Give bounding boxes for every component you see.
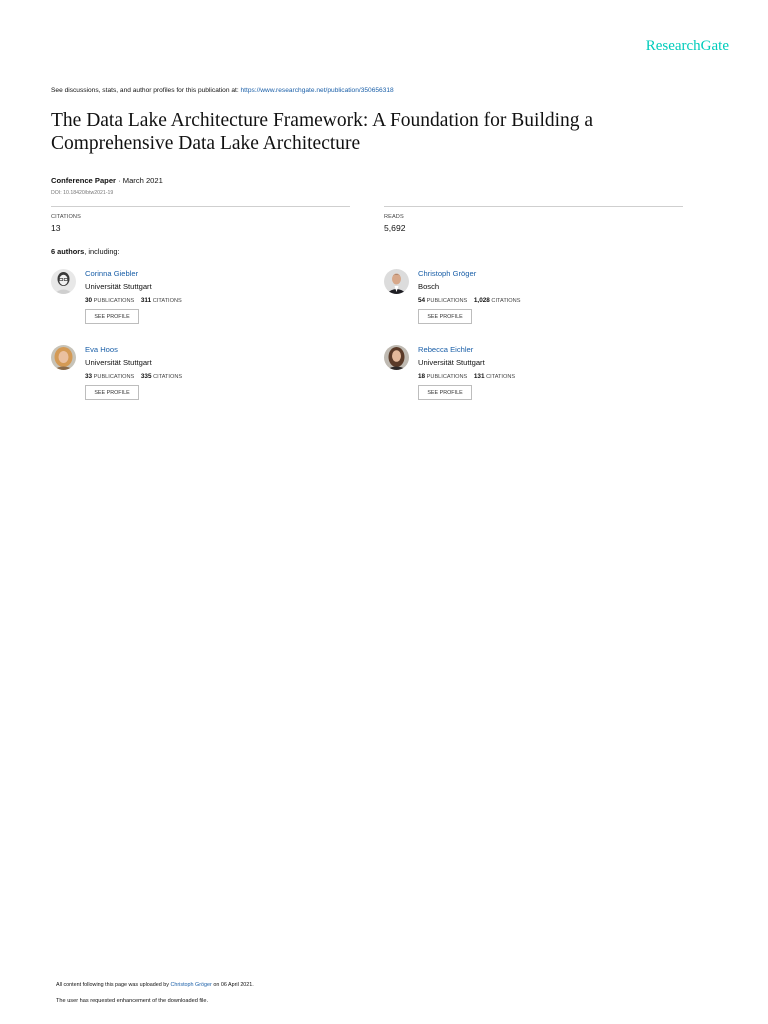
author-name[interactable]: Eva Hoos bbox=[85, 345, 118, 354]
avatar-photo-icon bbox=[384, 345, 409, 370]
upload-note bbox=[56, 982, 254, 988]
author-card bbox=[51, 269, 351, 339]
author-avatar[interactable] bbox=[384, 345, 409, 370]
author-publications-count: 30 bbox=[85, 297, 93, 304]
author-card bbox=[384, 269, 684, 339]
author-citations-label: CITATIONS bbox=[491, 298, 521, 304]
author-citations-count: 1,028 bbox=[473, 297, 490, 304]
author-publications-label: PUBLICATIONS bbox=[93, 298, 135, 304]
avatar-photo-icon bbox=[51, 269, 76, 294]
author-name[interactable]: Christoph Gröger bbox=[418, 269, 477, 278]
author-citations-label: CITATIONS bbox=[153, 374, 183, 380]
avatar-photo-icon bbox=[51, 345, 76, 370]
see-discussions-text: See discussions, stats, and author profiles for this publication at: bbox=[51, 87, 241, 94]
author-name[interactable]: Corinna Giebler bbox=[85, 269, 139, 278]
author-stats bbox=[85, 297, 182, 304]
see-profile-button[interactable]: SEE PROFILE bbox=[85, 309, 139, 324]
author-stats bbox=[85, 373, 182, 380]
authors-count: 6 authors bbox=[51, 247, 85, 256]
author-publications-label: PUBLICATIONS bbox=[426, 374, 468, 380]
paper-type: Conference Paper bbox=[51, 176, 116, 185]
see-profile-button[interactable]: SEE PROFILE bbox=[418, 309, 472, 324]
author-affiliation: Universität Stuttgart bbox=[418, 358, 485, 367]
author-card bbox=[384, 345, 684, 415]
author-publications-count: 54 bbox=[418, 297, 426, 304]
author-citations-count: 131 bbox=[473, 373, 485, 380]
author-citations-label: CITATIONS bbox=[152, 298, 182, 304]
avatar-photo-icon bbox=[384, 269, 409, 294]
upload-suffix: on 06 April 2021. bbox=[211, 982, 254, 988]
author-citations-count: 311 bbox=[140, 297, 152, 304]
paper-title: The Data Lake Architecture Framework: A Foundation for Building a Comprehensive Data Lake Architecture bbox=[51, 110, 594, 154]
reads-label: READS bbox=[384, 214, 404, 220]
citations-stat bbox=[51, 206, 350, 233]
author-avatar[interactable] bbox=[384, 269, 409, 294]
paper-doi: DOI: 10.18420/btw2021-19 bbox=[51, 190, 114, 196]
publication-link[interactable]: https://www.researchgate.net/publication/350656318 bbox=[240, 87, 394, 94]
author-publications-label: PUBLICATIONS bbox=[426, 298, 468, 304]
citations-value: 13 bbox=[51, 223, 61, 233]
author-affiliation: Universität Stuttgart bbox=[85, 358, 152, 367]
paper-type-line bbox=[51, 176, 163, 185]
citations-label: CITATIONS bbox=[51, 214, 81, 220]
see-discussions-line bbox=[51, 87, 394, 94]
author-publications-count: 18 bbox=[418, 373, 426, 380]
author-affiliation: Bosch bbox=[418, 282, 440, 291]
author-affiliation: Universität Stuttgart bbox=[85, 282, 152, 291]
upload-prefix: All content following this page was uploaded by bbox=[56, 982, 171, 988]
author-citations-label: CITATIONS bbox=[486, 374, 516, 380]
reads-stat bbox=[384, 206, 683, 233]
authors-suffix: , including: bbox=[84, 247, 120, 256]
paper-date: · March 2021 bbox=[116, 176, 163, 185]
author-publications-count: 33 bbox=[85, 373, 93, 380]
author-citations-count: 335 bbox=[140, 373, 152, 380]
uploader-link[interactable]: Christoph Gröger bbox=[170, 982, 212, 988]
author-name[interactable]: Rebecca Eichler bbox=[418, 345, 474, 354]
author-publications-label: PUBLICATIONS bbox=[93, 374, 135, 380]
author-avatar[interactable] bbox=[51, 345, 76, 370]
enhancement-note: The user has requested enhancement of the downloaded file. bbox=[56, 998, 209, 1004]
author-avatar[interactable] bbox=[51, 269, 76, 294]
author-stats bbox=[418, 297, 520, 304]
authors-summary bbox=[51, 247, 120, 256]
researchgate-logo[interactable]: ResearchGate bbox=[645, 38, 729, 54]
author-stats bbox=[418, 373, 515, 380]
author-card bbox=[51, 345, 351, 415]
reads-value: 5,692 bbox=[384, 223, 406, 233]
see-profile-button[interactable]: SEE PROFILE bbox=[85, 385, 139, 400]
see-profile-button[interactable]: SEE PROFILE bbox=[418, 385, 472, 400]
